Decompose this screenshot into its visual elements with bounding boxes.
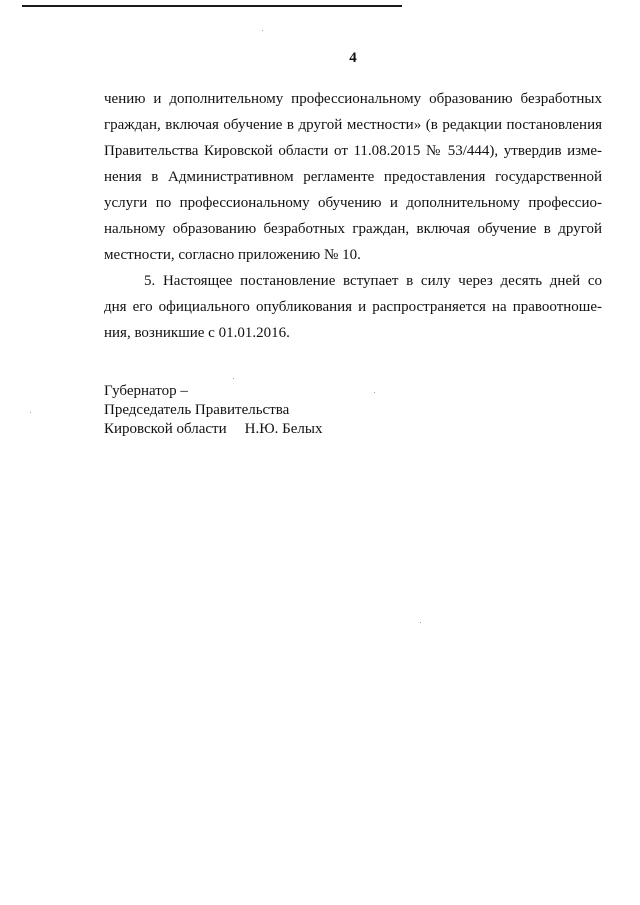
text-line: нения в Административном регламенте предоставления государственной	[104, 169, 602, 185]
top-border-line	[22, 5, 402, 7]
signature-title-region	[104, 420, 404, 439]
text-line: услуги по профессиональному обучению и дополнительному профессио-	[104, 195, 602, 211]
paragraph-item-5	[104, 268, 602, 346]
scan-speck	[233, 378, 234, 379]
signature-block	[104, 382, 404, 439]
scan-speck	[30, 412, 31, 413]
text-line: граждан, включая обучение в другой местности» (в редакции постановления	[104, 117, 602, 133]
text-line: ния, возникшие с 01.01.2016.	[104, 325, 290, 341]
text-line: дня его официального опубликования и распространяется на правоотноше-	[104, 299, 602, 315]
paragraph-continuation	[104, 86, 602, 268]
text-line: местности, согласно приложению № 10.	[104, 247, 361, 263]
signature-title-governor: Губернатор –	[104, 383, 188, 399]
page-number: 4	[349, 50, 357, 66]
text-line: Правительства Кировской области от 11.08.2015 № 53/444), утвердив изме-	[104, 143, 602, 159]
scan-speck	[420, 622, 421, 623]
text-line: 5. Настоящее постановление вступает в силу через десять дней со	[144, 273, 602, 289]
scan-speck	[374, 392, 375, 393]
signatory-name: Н.Ю. Белых	[244, 421, 323, 437]
text-line: нальному образованию безработных граждан, включая обучение в другой	[104, 221, 602, 237]
scan-speck	[262, 30, 263, 31]
text-line: чению и дополнительному профессиональному образованию безработных	[104, 91, 602, 107]
document-body	[104, 86, 602, 346]
signature-title-chairman: Председатель Правительства	[104, 402, 290, 418]
signature-region-text: Кировской области	[104, 421, 227, 437]
